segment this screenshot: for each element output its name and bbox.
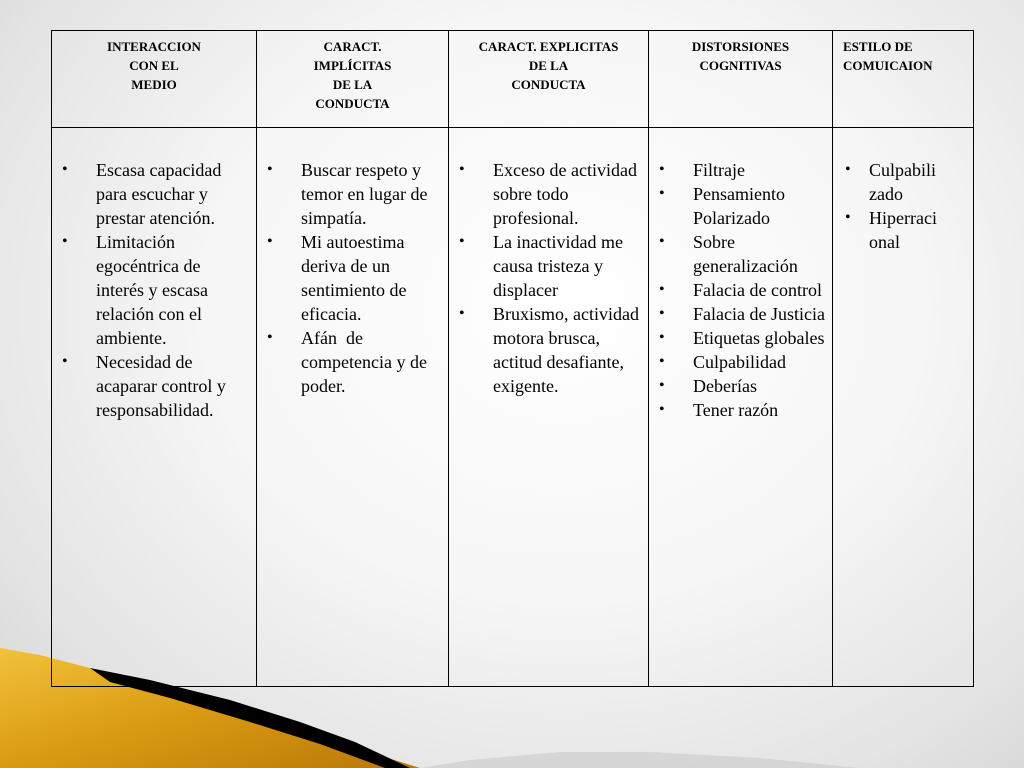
- header-text: ESTILO DE COMUICAION: [843, 39, 933, 73]
- list-item: • La inactividad me causa tristeza y displacer: [459, 232, 623, 300]
- cell-implicitas: [257, 128, 449, 687]
- header-text: CARACT. EXPLICITAS DE LA CONDUCTA: [478, 39, 619, 92]
- list-item: • Escasa capacidad para escuchar y prestar atención.: [62, 160, 222, 228]
- list-item: • Pensamiento Polarizado: [659, 184, 785, 228]
- table-body-row: [52, 128, 974, 687]
- list-item: • Mi autoestima deriva de un sentimiento de eficacia.: [267, 232, 407, 324]
- cell-estilo: [833, 128, 974, 687]
- cell-explicitas: [449, 128, 649, 687]
- bullet-icon: •: [659, 401, 665, 418]
- bullet-icon: •: [659, 329, 665, 346]
- bullet-icon: •: [459, 233, 465, 250]
- table-header-row: [52, 31, 974, 128]
- bullet-icon: •: [659, 281, 665, 298]
- behavior-table: [51, 30, 974, 687]
- bullet-list: [261, 158, 444, 398]
- header-text: DISTORSIONES COGNITIVAS: [691, 39, 790, 73]
- list-item: • Falacia de control: [659, 280, 822, 300]
- list-item: • Filtraje: [659, 160, 745, 180]
- header-distorsiones: [649, 31, 833, 128]
- bullet-icon: •: [659, 305, 665, 322]
- bullet-icon: •: [659, 185, 665, 202]
- bullet-list: [453, 158, 644, 398]
- bullet-icon: •: [659, 161, 665, 178]
- bullet-icon: •: [62, 233, 68, 250]
- bullet-icon: •: [267, 233, 273, 250]
- grey-wave-shape: [420, 752, 860, 768]
- bullet-icon: •: [267, 329, 273, 346]
- list-item: • Etiquetas globales: [659, 328, 825, 348]
- bullet-icon: •: [659, 353, 665, 370]
- header-text: INTERACCION CON EL MEDIO: [107, 39, 201, 92]
- bullet-icon: •: [62, 353, 68, 370]
- bullet-list: [653, 158, 828, 422]
- list-item: • Culpabilidad: [659, 352, 786, 372]
- list-item: • Afán de competencia y de poder.: [267, 328, 432, 396]
- bullet-icon: •: [459, 161, 465, 178]
- header-interaccion: [52, 31, 257, 128]
- bullet-list: [56, 158, 252, 422]
- list-item: • Falacia de Justicia: [659, 304, 825, 324]
- header-explicitas: [449, 31, 649, 128]
- bullet-icon: •: [659, 377, 665, 394]
- list-item: • Deberías: [659, 376, 757, 396]
- content-table-container: [51, 30, 973, 687]
- bullet-icon: •: [845, 209, 851, 226]
- list-item: • Hiperraci onal: [845, 208, 937, 252]
- header-text: CARACT. IMPLÍCITAS DE LA CONDUCTA: [313, 39, 392, 111]
- cell-distorsiones: [649, 128, 833, 687]
- list-item: • Buscar respeto y temor en lugar de simpatía.: [267, 160, 428, 228]
- bullet-icon: •: [62, 161, 68, 178]
- list-item: • Tener razón: [659, 400, 779, 420]
- bullet-icon: •: [845, 161, 851, 178]
- bullet-list: [843, 158, 969, 254]
- list-item: • Limitación egocéntrica de interés y escasa relación con el ambiente.: [62, 232, 208, 348]
- list-item: • Exceso de actividad sobre todo profesional.: [459, 160, 637, 228]
- bullet-icon: •: [459, 305, 465, 322]
- header-implicitas: [257, 31, 449, 128]
- list-item: • Culpabili zado: [845, 160, 936, 204]
- cell-interaccion: [52, 128, 257, 687]
- list-item: • Sobre generalización: [659, 232, 798, 276]
- bullet-icon: •: [267, 161, 273, 178]
- bullet-icon: •: [659, 233, 665, 250]
- list-item: • Necesidad de acaparar control y responsabilidad.: [62, 352, 226, 420]
- list-item: • Bruxismo, actividad motora brusca, actitud desafiante, exigente.: [459, 304, 639, 396]
- header-estilo: [833, 31, 974, 128]
